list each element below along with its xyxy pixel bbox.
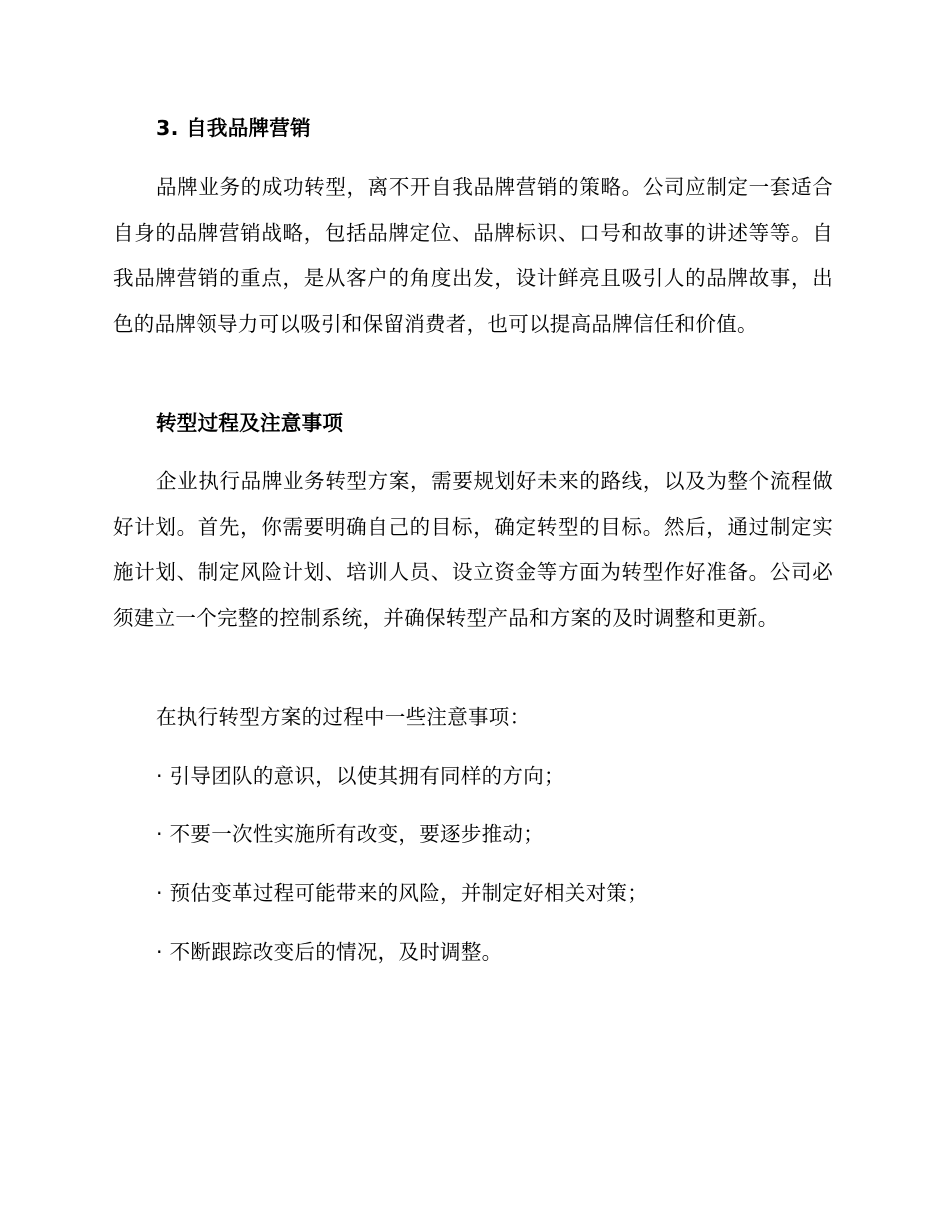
notes-intro: 在执行转型方案的过程中一些注意事项： — [156, 705, 531, 729]
transition-paragraph: 企业执行品牌业务转型方案，需要规划好未来的路线，以及为整个流程做好计划。首先，你需要明确自己的目标，确定转型的目标。然后，通过制定实施计划、制定风险计划、培训人员、设立资金等方面为转型作好准备。公司必须建立一个完整的控制系统，并确保转型产品和方案的及时调整和更新。 — [113, 469, 833, 630]
transition-heading: 转型过程及注意事项 — [156, 411, 344, 435]
list-item: · 引导团队的意识，以使其拥有同样的方向； — [156, 764, 565, 788]
list-item: · 预估变革过程可能带来的风险，并制定好相关对策； — [156, 881, 649, 905]
list-item: · 不断跟踪改变后的情况，及时调整。 — [156, 940, 503, 964]
list-item: · 不要一次性实施所有改变，要逐步推动； — [156, 822, 545, 846]
section-heading: 3. 自我品牌营销 — [156, 116, 311, 140]
section-paragraph: 品牌业务的成功转型，离不开自我品牌营销的策略。公司应制定一套适合自身的品牌营销战略，包括品牌定位、品牌标识、口号和故事的讲述等等。自我品牌营销的重点，是从客户的角度出发，设计鲜亮且吸引人的品牌故事，出色的品牌领导力可以吸引和保留消费者，也可以提高品牌信任和价值。 — [113, 175, 833, 336]
